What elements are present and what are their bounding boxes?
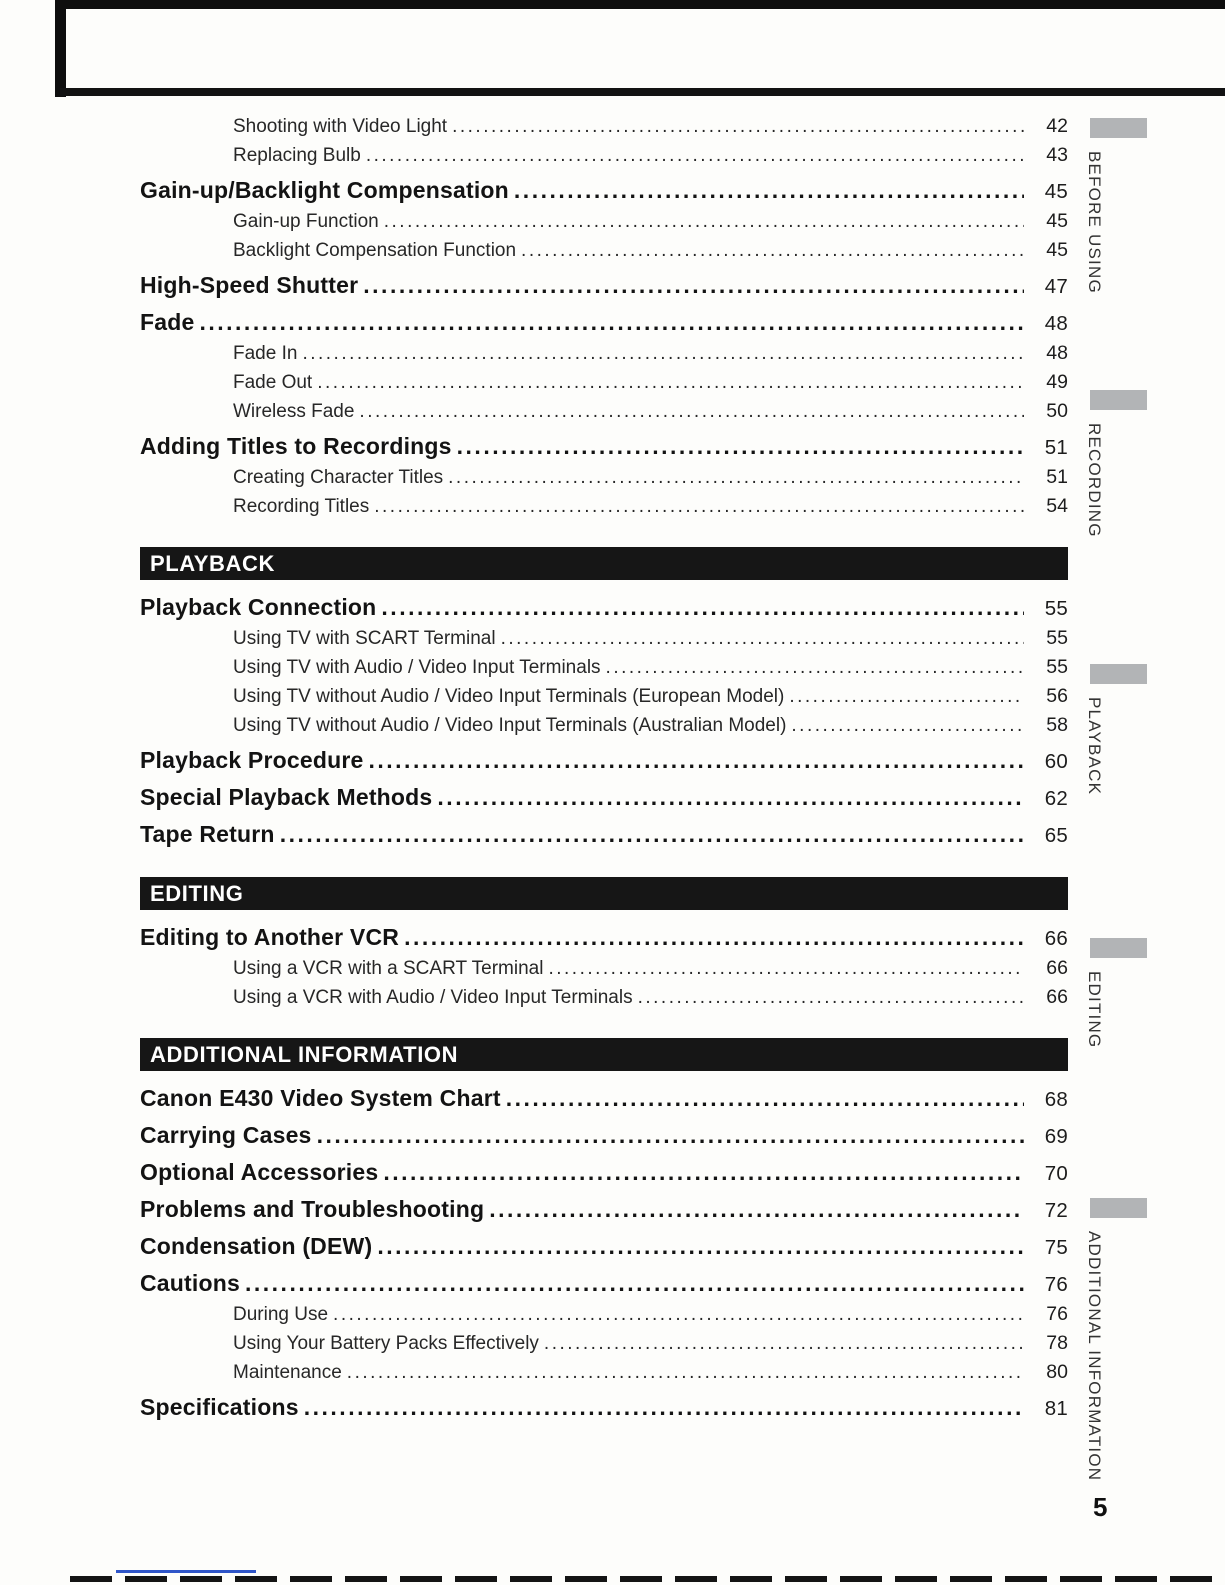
dot-leader	[369, 745, 1025, 776]
dot-leader	[366, 142, 1024, 170]
side-tab-label: PLAYBACK	[1085, 697, 1104, 796]
toc-entry-label: Maintenance	[233, 1362, 342, 1383]
toc-entry-label: Recording Titles	[233, 496, 370, 517]
toc-entry-label: Specifications	[140, 1394, 299, 1420]
toc-entry-label: Gain-up/Backlight Compensation	[140, 177, 509, 203]
toc-entry	[140, 236, 1068, 265]
dot-leader	[457, 431, 1024, 462]
toc-entry-label: During Use	[233, 1304, 329, 1325]
toc-entry	[140, 983, 1068, 1012]
toc-section-additional-information	[140, 1038, 1068, 1424]
toc-entry-page: 76	[1046, 1303, 1068, 1325]
toc-entry-label: Wireless Fade	[233, 401, 355, 422]
toc-section-playback	[140, 547, 1068, 851]
toc-section-editing	[140, 877, 1068, 1012]
section-header-additional-information	[140, 1038, 1068, 1071]
toc-entry	[140, 922, 1068, 954]
page-number: 5	[1093, 1492, 1108, 1522]
toc-entry-page: 51	[1044, 436, 1068, 459]
toc-entry-label: Playback Procedure	[140, 747, 364, 773]
toc-entry-label: Shooting with Video Light	[233, 116, 448, 137]
toc-entry-page: 54	[1046, 495, 1068, 517]
toc-entry-label: Condensation (DEW)	[140, 1233, 373, 1259]
dot-leader	[514, 175, 1024, 206]
toc-entry-page: 55	[1044, 597, 1068, 620]
toc-entry-page: 65	[1044, 824, 1068, 847]
toc-entry-label: Creating Character Titles	[233, 467, 444, 488]
dot-leader	[199, 307, 1024, 338]
dot-leader	[791, 712, 1024, 740]
toc-entry	[140, 1194, 1068, 1226]
toc-entry-label: Adding Titles to Recordings	[140, 433, 452, 459]
toc-entry	[140, 1358, 1068, 1387]
toc-entry-label: Optional Accessories	[140, 1159, 379, 1185]
toc-entry-label: Editing to Another VCR	[140, 924, 400, 950]
dot-leader	[383, 1157, 1024, 1188]
side-tab-label: ADDITIONAL INFORMATION	[1085, 1231, 1104, 1482]
toc-entry-label: Using TV with SCART Terminal	[233, 628, 496, 649]
toc-entry-page: 45	[1044, 180, 1068, 203]
side-tab-playback	[1082, 664, 1225, 795]
toc-entry	[140, 745, 1068, 777]
toc-entry-page: 43	[1046, 144, 1068, 166]
dot-leader	[448, 464, 1024, 492]
side-tab-recording	[1082, 390, 1225, 538]
toc-entry	[140, 1157, 1068, 1189]
toc-entry	[140, 1300, 1068, 1329]
tab-marker	[1090, 664, 1147, 684]
toc-entry-label: Backlight Compensation Function	[233, 240, 517, 261]
dot-leader	[789, 683, 1024, 711]
toc-entry	[140, 682, 1068, 711]
toc-entry-page: 55	[1046, 656, 1068, 678]
toc-entry-page: 60	[1044, 750, 1068, 773]
dot-leader	[452, 113, 1024, 141]
side-tabs	[1082, 0, 1225, 1585]
toc-entry-label: Replacing Bulb	[233, 145, 361, 166]
toc-entry	[140, 1231, 1068, 1263]
dot-leader	[548, 955, 1024, 983]
toc-entry-page: 49	[1046, 371, 1068, 393]
toc-entry	[140, 954, 1068, 983]
dot-leader	[245, 1268, 1024, 1299]
toc-entry-page: 62	[1044, 787, 1068, 810]
toc-entry	[140, 397, 1068, 426]
toc-entry-page: 69	[1044, 1125, 1068, 1148]
tab-marker	[1090, 390, 1147, 410]
toc-entry	[140, 307, 1068, 339]
toc-entry-page: 66	[1046, 986, 1068, 1008]
dot-leader	[377, 1231, 1024, 1262]
dot-leader	[506, 1083, 1024, 1114]
dot-leader	[347, 1359, 1024, 1387]
toc-entry-page: 48	[1044, 312, 1068, 335]
dot-leader	[304, 1392, 1024, 1423]
section-header-label: EDITING	[150, 880, 244, 906]
toc-entry-page: 78	[1046, 1332, 1068, 1354]
dot-leader	[489, 1194, 1024, 1225]
toc-entry-label: Cautions	[140, 1270, 240, 1296]
toc-entry-label: Using a VCR with a SCART Terminal	[233, 958, 544, 979]
toc-entry-page: 75	[1044, 1236, 1068, 1259]
toc-entry	[140, 339, 1068, 368]
toc-entry-label: Using TV without Audio / Video Input Terminals (European Model)	[233, 686, 785, 707]
toc-entry-label: Using Your Battery Packs Effectively	[233, 1333, 539, 1354]
toc	[140, 112, 1068, 1424]
toc-entry-label: Fade	[140, 309, 195, 335]
tab-marker	[1090, 1198, 1147, 1218]
dot-leader	[501, 625, 1024, 653]
scan-edge-top	[62, 0, 1225, 9]
side-tab-editing	[1082, 938, 1225, 1048]
toc-entry	[140, 175, 1068, 207]
dot-leader	[638, 984, 1024, 1012]
toc-entry-page: 58	[1046, 714, 1068, 736]
dot-leader	[544, 1330, 1024, 1358]
side-tab-additional-information	[1082, 1198, 1225, 1481]
section-header-label: PLAYBACK	[150, 550, 276, 576]
toc-entry	[140, 1392, 1068, 1424]
side-tab-label: BEFORE USING	[1085, 151, 1104, 294]
toc-entry	[140, 207, 1068, 236]
toc-entry	[140, 819, 1068, 851]
dot-leader	[381, 592, 1024, 623]
side-tab-label: EDITING	[1085, 971, 1104, 1049]
dot-leader	[333, 1301, 1024, 1329]
toc-entry-page: 45	[1046, 239, 1068, 261]
toc-entry-label: Playback Connection	[140, 594, 377, 620]
toc-entry	[140, 431, 1068, 463]
toc-entry-label: Using a VCR with Audio / Video Input Terminals	[233, 987, 633, 1008]
toc-entry-page: 66	[1044, 927, 1068, 950]
toc-entry-page: 56	[1046, 685, 1068, 707]
toc-entry	[140, 141, 1068, 170]
toc-section-recording-continued	[140, 112, 1068, 521]
dot-leader	[363, 270, 1024, 301]
tab-marker	[1090, 118, 1147, 138]
toc-entry-page: 68	[1044, 1088, 1068, 1111]
toc-entry	[140, 1329, 1068, 1358]
tab-marker	[1090, 938, 1147, 958]
toc-entry-page: 45	[1046, 210, 1068, 232]
dot-leader	[317, 369, 1024, 397]
dot-leader	[302, 340, 1024, 368]
dot-leader	[374, 493, 1024, 521]
toc-entry-page: 42	[1046, 115, 1068, 137]
toc-entry-label: Problems and Troubleshooting	[140, 1196, 485, 1222]
dot-leader	[359, 398, 1024, 426]
dot-leader	[317, 1120, 1024, 1151]
toc-entry-page: 80	[1046, 1361, 1068, 1383]
toc-entry	[140, 492, 1068, 521]
toc-entry-label: Fade Out	[233, 372, 313, 393]
toc-entry-label: Gain-up Function	[233, 211, 379, 232]
side-tab-before-using	[1082, 118, 1225, 294]
toc-entry-page: 72	[1044, 1199, 1068, 1222]
dot-leader	[280, 819, 1024, 850]
toc-entry	[140, 711, 1068, 740]
footer-underline	[116, 1570, 256, 1573]
toc-entry	[140, 624, 1068, 653]
section-header-playback	[140, 547, 1068, 580]
dot-leader	[606, 654, 1024, 682]
toc-entry-label: Canon E430 Video System Chart	[140, 1085, 501, 1111]
scan-edge-left	[55, 0, 66, 97]
toc-entry	[140, 1083, 1068, 1115]
toc-entry-label: High-Speed Shutter	[140, 272, 359, 298]
toc-entry	[140, 112, 1068, 141]
dot-leader	[437, 782, 1024, 813]
toc-entry	[140, 592, 1068, 624]
section-header-label: ADDITIONAL INFORMATION	[150, 1041, 459, 1067]
toc-entry	[140, 270, 1068, 302]
header-rule	[60, 88, 1225, 96]
toc-entry-label: Using TV with Audio / Video Input Terminals	[233, 657, 601, 678]
toc-entry-page: 48	[1046, 342, 1068, 364]
side-tab-label: RECORDING	[1085, 423, 1104, 538]
dot-leader	[521, 237, 1024, 265]
toc-entry-label: Special Playback Methods	[140, 784, 433, 810]
toc-entry-label: Using TV without Audio / Video Input Terminals (Australian Model)	[233, 715, 787, 736]
toc-entry	[140, 1268, 1068, 1300]
dot-leader	[404, 922, 1024, 953]
toc-entry	[140, 463, 1068, 492]
scan-edge-bottom	[70, 1576, 1225, 1582]
toc-entry	[140, 653, 1068, 682]
toc-entry-page: 47	[1044, 275, 1068, 298]
toc-entry	[140, 1120, 1068, 1152]
toc-entry-page: 76	[1044, 1273, 1068, 1296]
toc-entry-page: 55	[1046, 627, 1068, 649]
section-header-editing	[140, 877, 1068, 910]
toc-entry	[140, 782, 1068, 814]
toc-entry-page: 66	[1046, 957, 1068, 979]
toc-entry-page: 81	[1044, 1397, 1068, 1420]
toc-entry-label: Carrying Cases	[140, 1122, 312, 1148]
toc-entry-page: 51	[1046, 466, 1068, 488]
toc-entry	[140, 368, 1068, 397]
toc-entry-label: Tape Return	[140, 821, 275, 847]
toc-entry-page: 70	[1044, 1162, 1068, 1185]
toc-entry-label: Fade In	[233, 343, 298, 364]
toc-entry-page: 50	[1046, 400, 1068, 422]
dot-leader	[384, 208, 1024, 236]
